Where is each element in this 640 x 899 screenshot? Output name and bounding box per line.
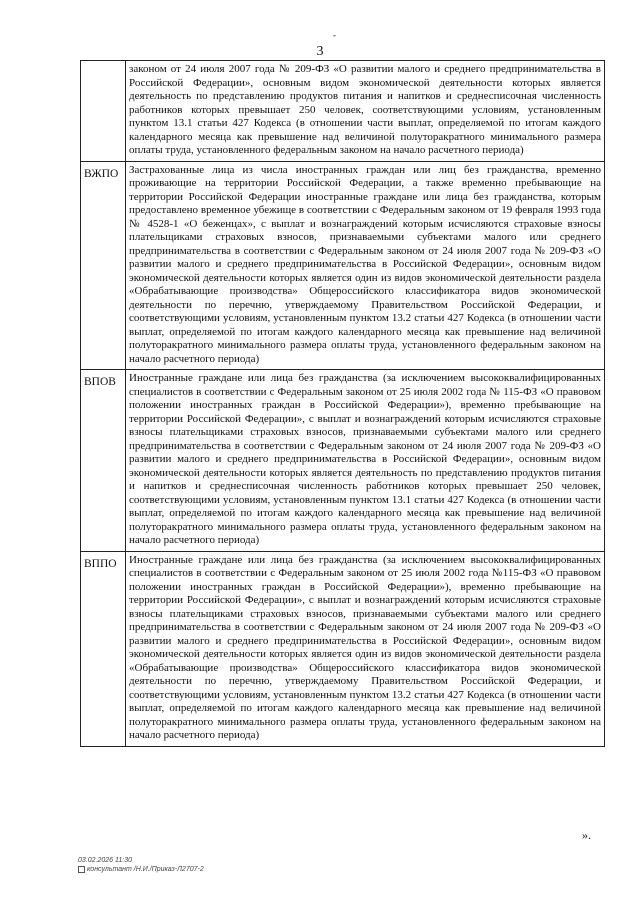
footer-path: консультант /Н.И./Приказ-Л2707-2 <box>87 866 204 873</box>
row-code: ВППО <box>81 551 126 746</box>
page-number: 3 <box>316 44 324 59</box>
row-code: ВПОВ <box>81 370 126 552</box>
row-text: Застрахованные лица из числа иностранных граждан или лиц без гражданства, временно проживающие на территории Российской Федерации, а также временно пребывающие на территории Российской Федерации иностранные граждане или лица без гражданства, которым предоставлено временное убежище в соответствии с Федеральным законом от 19 февраля 1993 года № 4528-1 «О беженцах», с выплат и вознаграждений которым исчисляются страховые взносы плательщиками страховых взносов, признаваемыми субъектами малого или среднего предпринимательства в соответствии с Федеральным законом от 24 июля 2007 года № 209-ФЗ «О развитии малого и среднего предпринимательства в Российской Федерации», основным видом экономической деятельности которых является один из видов экономической деятельности раздела «Обрабатывающие производства» Общероссийского классификатора видов экономической деятельности по перечню, утверждаемому Правительством Российской Федерации, и соответствующими условиям, установленным пунктом 13.2 статьи 427 Кодекса (в отношении части выплат, определяемой по итогам каждого календарного месяца как превышение над величиной полуторакратного минимального размера оплаты труда, установленного федеральным законом на начало расчетного периода) <box>126 161 605 370</box>
table-row <box>81 61 605 162</box>
document-icon <box>78 866 85 873</box>
table-row <box>81 551 605 746</box>
row-code: ВЖПО <box>81 161 126 370</box>
table-row <box>81 161 605 370</box>
row-text: Иностранные граждане или лица без гражданства (за исключением высококвалифицированных специалистов в соответствии с Федеральным законом от 25 июля 2002 года № 115-ФЗ «О правовом положении иностранных граждан в Российской Федерации»), временно пребывающие на территории Российской Федерации», с выплат и вознаграждений которым исчисляются страховые взносы плательщиками страховых взносов, признаваемыми субъектами малого или среднего предпринимательства в соответствии с Федеральным законом от 24 июля 2007 года № 209-ФЗ «О развитии малого и среднего предпринимательства в Российской Федерации», основным видом экономической деятельности которых является деятельность по представлению продуктов питания и напитков и среднесписочная численность работников которых превышает 250 человек, соответствующими условиям, установленным пунктом 13.1 статьи 427 Кодекса (в отношении части выплат, определяемой по итогам каждого календарного месяца как превышение над величиной полуторакратного минимального размера оплаты труда, установленного федеральным законом на начало расчетного периода) <box>126 370 605 552</box>
top-mark: - <box>333 30 336 40</box>
document-footer <box>78 856 204 874</box>
row-text: Иностранные граждане или лица без гражданства (за исключением высококвалифицированных специалистов в соответствии с Федеральным законом от 25 июля 2002 года №115-ФЗ «О правовом положении иностранных граждан в Российской Федерации»), временно пребывающие на территории Российской Федерации», с выплат и вознаграждений которым исчисляются страховые взносы плательщиками страховых взносов, признаваемыми субъектами малого или среднего предпринимательства в соответствии с Федеральным законом от 24 июля 2007 года № 209-ФЗ «О развитии малого и среднего предпринимательства в Российской Федерации», основным видом экономической деятельности которых является один из видов экономической деятельности раздела «Обрабатывающие производства» Общероссийского классификатора видов экономической деятельности по перечню, утверждаемому Правительством Российской Федерации, и соответствующими условиям, установленным пунктом 13.2 статьи 427 Кодекса (в отношении части выплат, определяемой по итогам каждого календарного месяца как превышение над величиной полуторакратного минимального размера оплаты труда, установленного федеральным законом на начало расчетного периода) <box>126 551 605 746</box>
closing-quote: ». <box>582 828 591 842</box>
row-text: законом от 24 июля 2007 года № 209-ФЗ «О развитии малого и среднего предпринимательства в Российской Федерации», основным видом экономической деятельности которых является деятельность по представлению продуктов питания и напитков и среднесписочная численность работников которых превышает 250 человек, соответствующими условиям, установленным пунктом 13.1 статьи 427 Кодекса (в отношении части выплат, определяемой по итогам каждого календарного месяца как превышение над величиной полуторакратного минимального размера оплаты труда, установленного федеральным законом на начало расчетного периода) <box>126 61 605 162</box>
codes-table <box>80 60 605 747</box>
footer-path-line <box>78 865 204 874</box>
table-row <box>81 370 605 552</box>
row-code <box>81 61 126 162</box>
footer-date: 03.02.2026 11:30 <box>78 857 132 864</box>
